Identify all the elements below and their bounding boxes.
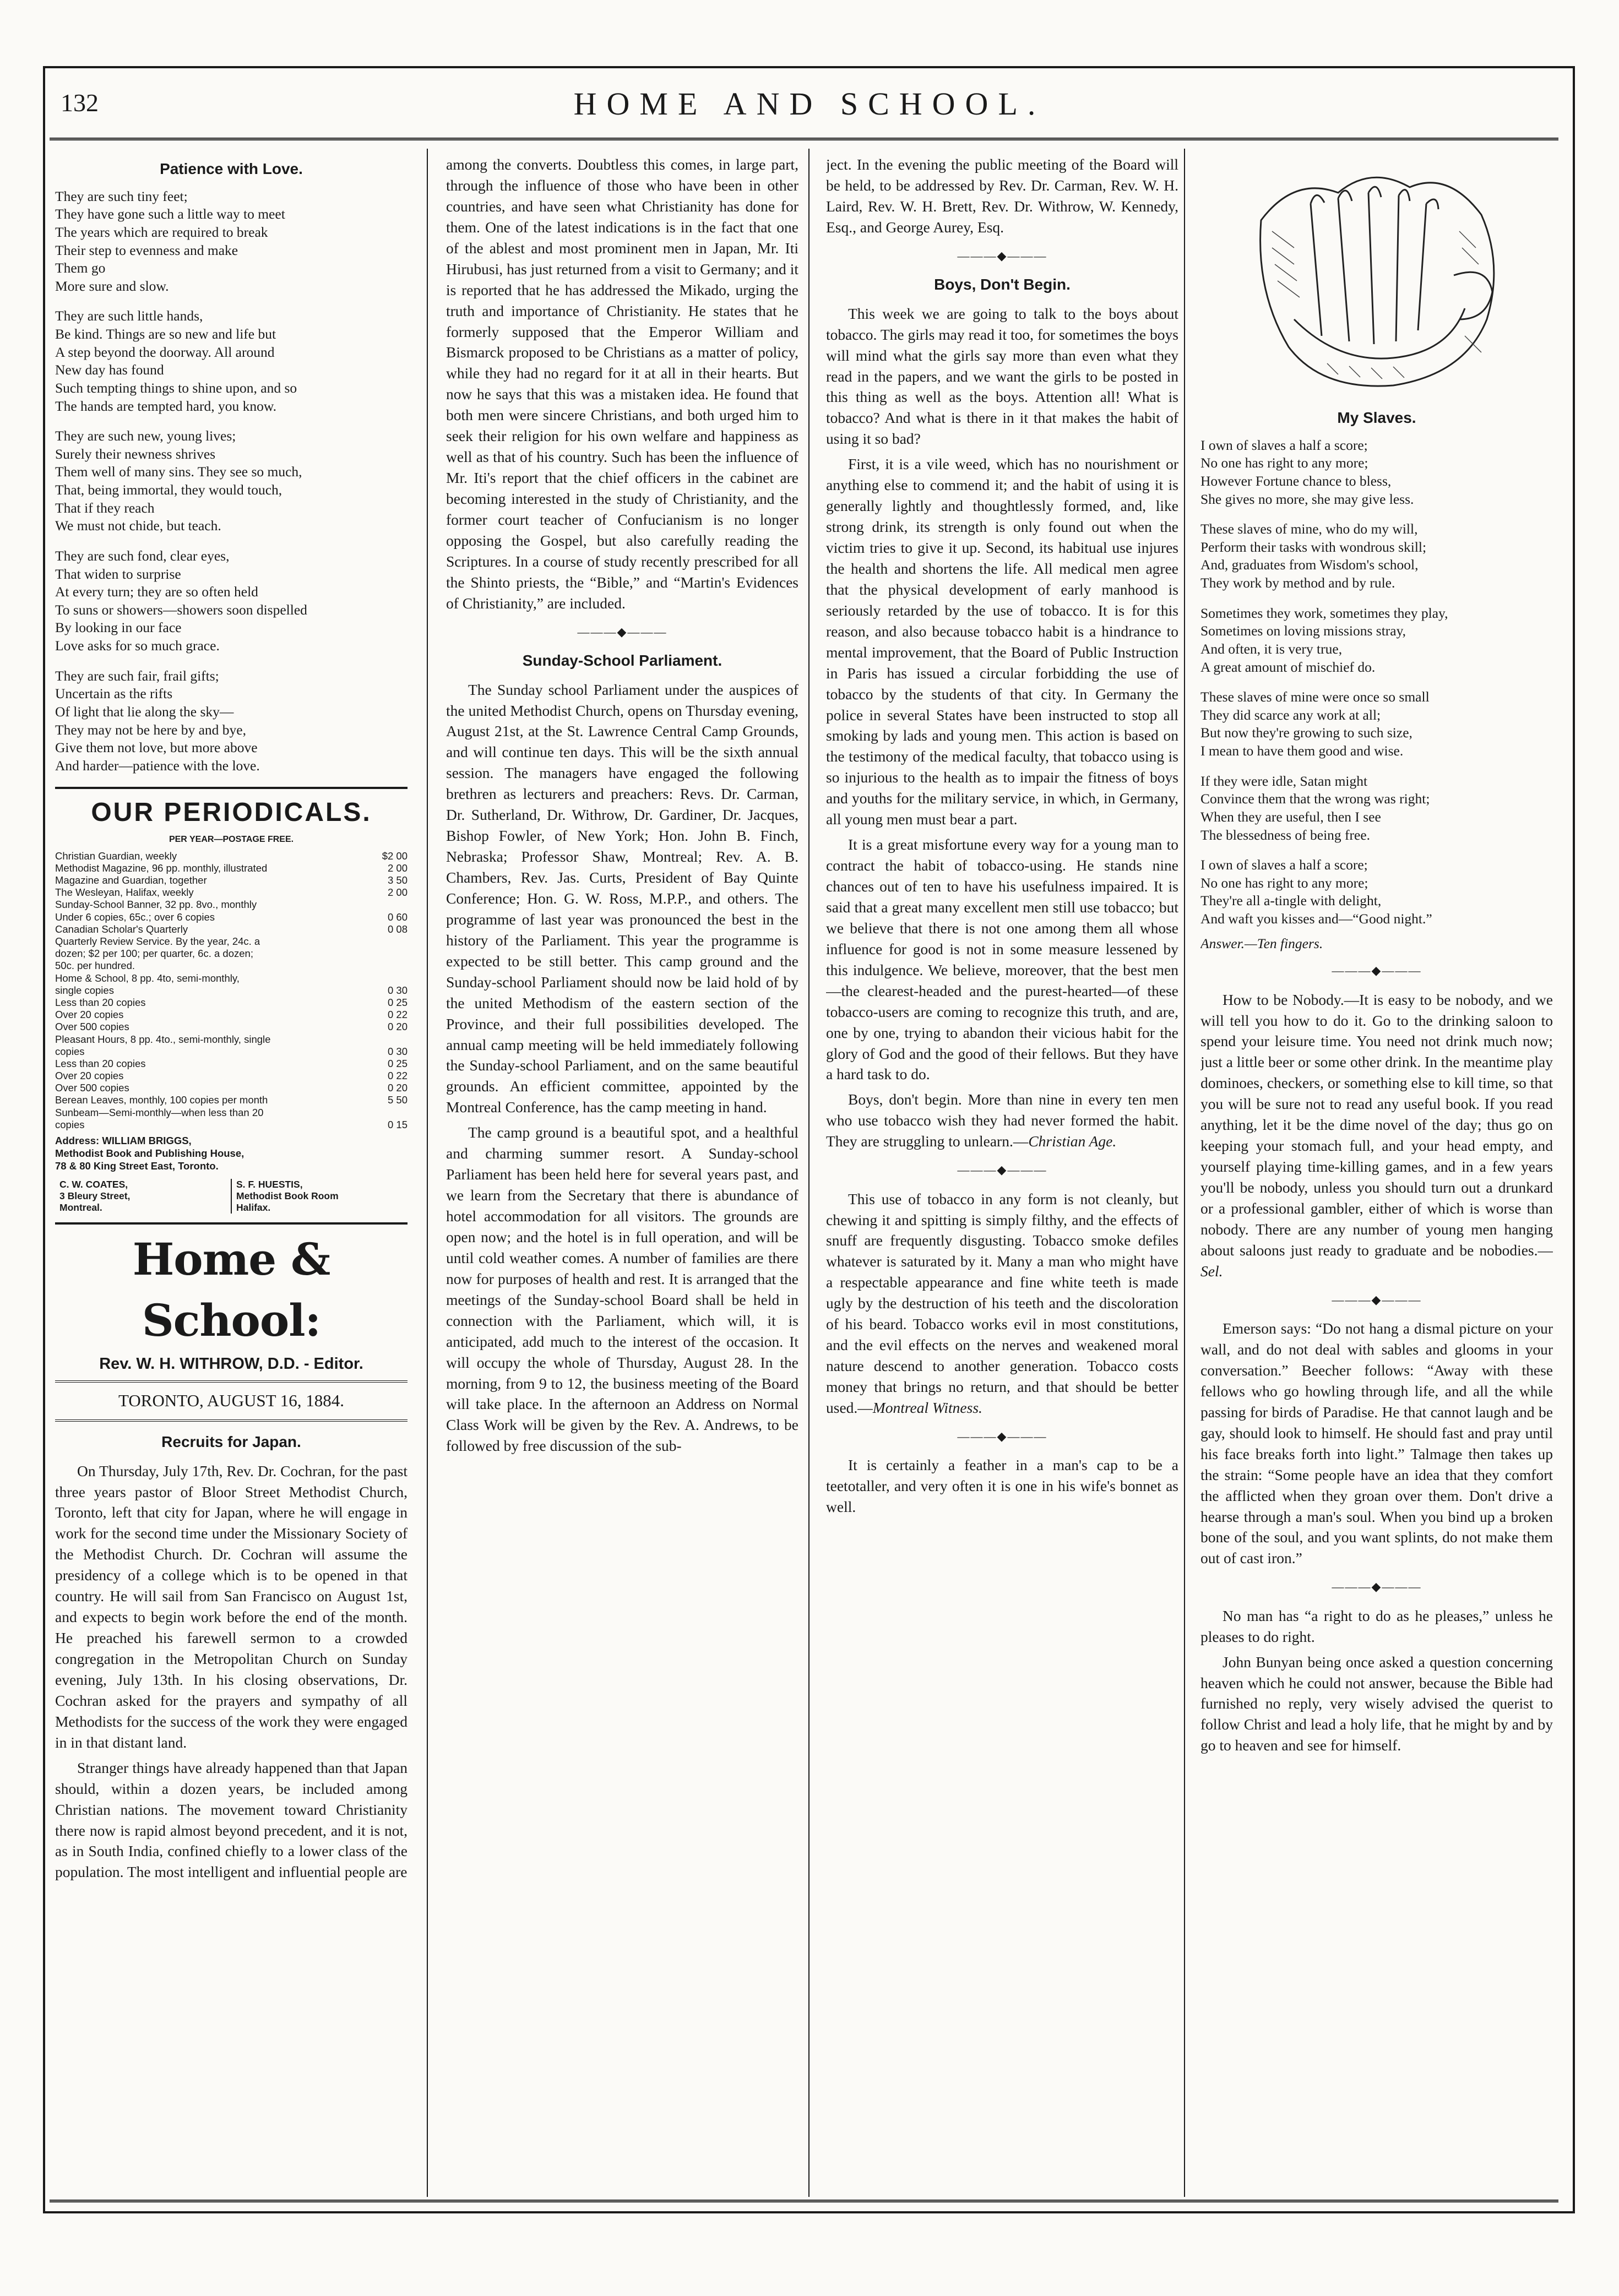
poem-stanza [1200, 520, 1553, 592]
periodical-row [55, 984, 408, 997]
attribution: Sel. [1200, 1262, 1223, 1280]
periodical-price: 0 30 [387, 1045, 408, 1057]
poem-line: They are such fond, clear eyes, [55, 547, 230, 564]
periodical-name: Magazine and Guardian, together [55, 874, 207, 886]
article-paragraph [1200, 989, 1553, 1282]
poem-line: They are such fair, frail gifts; [55, 667, 219, 684]
dateline: TORONTO, AUGUST 16, 1884. [55, 1380, 408, 1422]
periodical-price: 0 30 [387, 984, 408, 996]
article-paragraph: The Sunday school Parliament under the auspices of the united Methodist Church, opens on Thursday evening, August 21st, at the St. Lawrence Central Camp Grounds, and will continue ten days. This will be the sixth annual session. The managers have engaged the following brethren as lecturers and preachers: Revs. Dr. Carman, Dr. Sutherland, Dr. Withrow, Dr. Gardiner, Dr. Jacques, Bishop Fowler, of New York; Hon. John B. Finch, Nebraska; Professor Shaw, Montreal; Rev. A. B. Chambers, Rev. Jas. Curts, President of Bay Quinte Conference; Hon. G. W. Ross, M.P.P., and others. The programme of last year was pronounced the best in the history of the Parliament. This year the programme is expected to be still better. This camp ground and the Sunday-school Parliament should now be laid hold of by the united Methodism of the eastern section of the Province, and their full possibilities developed. The annual camp meeting will be held immediately following the Sunday-school Parliament, and on the same beautiful grounds. An efficient committee, appointed by the Montreal Conference, has the camp meeting in hand. [446, 681, 798, 1116]
paragraph-text: Boys, don't begin. More than nine in every ten men who use tobacco wish they had never formed the habit. They are struggling to unlearn.— [826, 1091, 1178, 1150]
periodical-row [55, 997, 408, 1009]
poem-line: She gives no more, she may give less. [1200, 491, 1414, 507]
column-rule [1184, 149, 1185, 2197]
attribution: Montreal Witness. [872, 1399, 982, 1416]
periodical-price: 0 08 [387, 923, 408, 935]
hand-illustration-icon [1228, 154, 1525, 402]
periodical-name: Sunbeam—Semi-monthly—when less than 20 [55, 1106, 264, 1118]
poem-line: A step beyond the doorway. All around [55, 344, 275, 360]
periodical-row [55, 1094, 408, 1106]
article-paragraph: This week we are going to talk to the boys about tobacco. The girls may read it too, for sometimes the boys will mind what the girls say more than even what they read in the papers, and we want the girls to be posted in this thing as well as the boys. Attention all! What is tobacco? And what is there in it that makes the habit of using it so bad? [826, 304, 1178, 448]
poem-stanza [1200, 772, 1553, 845]
poem-line: Of light that lie along the sky— [55, 703, 234, 720]
periodical-price [404, 1107, 408, 1119]
section-divider: ———◆——— [957, 1429, 1047, 1443]
periodical-name: The Wesleyan, Halifax, weekly [55, 886, 194, 899]
page-header [55, 83, 1564, 132]
poem-line: If they were idle, Satan might [1200, 772, 1368, 789]
periodical-row [55, 948, 408, 960]
periodical-price: 0 20 [387, 1082, 408, 1094]
column-4 [1200, 154, 1553, 2164]
periodical-row [55, 972, 408, 984]
agent-halifax [231, 1179, 408, 1214]
poem-line: They are such little hands, [55, 308, 203, 324]
poem-line: And waft you kisses and—“Good night.” [1200, 911, 1432, 927]
poem-line: These slaves of mine were once so small [1200, 689, 1430, 705]
poem-line: Uncertain as the rifts [55, 685, 173, 702]
periodical-name: single copies [55, 984, 114, 996]
periodical-price [404, 899, 408, 911]
article-paragraph: It is certainly a feather in a man's cap to be a teetotaller, and very often it is one in his wife's bonnet as well. [826, 1456, 1178, 1516]
article-paragraph [826, 1089, 1178, 1152]
periodical-price [404, 972, 408, 984]
periodical-price: 5 50 [387, 1094, 408, 1106]
periodical-row [55, 1082, 408, 1094]
poem-line: We must not chide, but teach. [55, 518, 221, 534]
poem-line: They may not be here by and bye, [55, 721, 246, 738]
poem-line: Them well of many sins. They see so much, [55, 464, 302, 480]
poem-line: Give them not love, but more above [55, 739, 258, 756]
article-paragraph [826, 1189, 1178, 1418]
poem-line: They are such new, young lives; [55, 428, 236, 444]
poem-line: Convince them that the wrong was right; [1200, 791, 1430, 807]
footer-rule [50, 2200, 1558, 2202]
periodical-price: 2 00 [387, 886, 408, 899]
periodical-name: Quarterly Review Service. By the year, 24c. a [55, 935, 260, 947]
attribution: Christian Age. [1028, 1133, 1117, 1150]
article-paragraph: No man has “a right to do as he pleases,” unless he pleases to do right. [1200, 1607, 1553, 1645]
publisher-address [55, 1134, 408, 1172]
poem-line: These slaves of mine, who do my will, [1200, 521, 1418, 537]
agent-line: C. W. COATES, [59, 1179, 128, 1190]
periodical-name: Less than 20 copies [55, 996, 146, 1008]
periodical-row [55, 935, 408, 948]
poem-line: They're all a-tingle with delight, [1200, 893, 1382, 909]
poem-line: A great amount of mischief do. [1200, 659, 1376, 675]
poem-line: The years which are required to break [55, 224, 268, 240]
agent-line: Montreal. [59, 1202, 102, 1214]
periodical-name: copies [55, 1045, 85, 1057]
column-3 [826, 154, 1178, 2164]
periodical-row [55, 1009, 408, 1021]
periodical-name: Less than 20 copies [55, 1057, 146, 1069]
article-paragraph: It is a great misfortune every way for a young man to contract the habit of tobacco-using. He stands nine chances out of ten to have his usefulness impaired. It is said that a great many excellent men still use tobacco; but we believe that there is not one among them all whose influence for good is not in some measure lessened by this indulgence. We believe, moreover, that the best men—the clearest-headed and the purest-hearted—of these tobacco-users are coming to recognize this truth, and are, one by one, trying to abandon their vicious habit for the glory of God and the good of their fellows. But they have a hard task to do. [826, 836, 1178, 1083]
periodical-name: Over 20 copies [55, 1070, 124, 1082]
poem-title: Patience with Love. [160, 160, 303, 177]
poem-patience-with-love [55, 188, 408, 775]
periodicals-subheading: PER YEAR—POSTAGE FREE. [169, 834, 294, 844]
poem-my-slaves [1200, 437, 1553, 928]
poem-line: And harder—patience with the love. [55, 757, 260, 774]
periodical-name: Home & School, 8 pp. 4to, semi-monthly, [55, 972, 240, 984]
poem-line: Sometimes they work, sometimes they play, [1200, 605, 1448, 621]
poem-line: Such tempting things to shine upon, and so [55, 379, 297, 396]
periodical-price: 3 50 [387, 874, 408, 886]
section-title: Sunday-School Parliament. [522, 651, 722, 669]
periodical-name: copies [55, 1118, 85, 1130]
periodical-name: 50c. per hundred. [55, 960, 135, 972]
periodical-name: Methodist Magazine, 96 pp. monthly, illustrated [55, 862, 268, 874]
poem-line: I mean to have them good and wise. [1200, 743, 1404, 759]
poem-stanza [1200, 688, 1553, 760]
periodical-row [55, 1021, 408, 1033]
agent-line: Methodist Book Room [236, 1190, 339, 1202]
section-divider: ———◆——— [957, 248, 1047, 263]
running-title: HOME AND SCHOOL. [573, 86, 1046, 122]
periodical-price: 0 22 [387, 1009, 408, 1021]
column-rule [427, 149, 428, 2197]
article-paragraph: John Bunyan being once asked a question concerning heaven which he could not answer, because the Bible had furnished no reply, very wisely advised the querist to follow Christ and lead a holy life, that he might by and by go to heaven and see for himself. [1200, 1653, 1553, 1754]
article-continuation: ject. In the evening the public meeting of the Board will be held, to be addressed by Rev. Dr. Carman, Rev. W. H. Laird, Rev. W. H. Brett, Rev. Dr. Withrow, W. Kennedy, Esq., and George Aurey, Esq. [826, 156, 1178, 236]
periodical-row [55, 1107, 408, 1119]
column-2 [446, 154, 798, 2164]
periodical-price: 0 25 [387, 996, 408, 1008]
poem-line: More sure and slow. [55, 278, 169, 294]
poem-stanza [55, 547, 408, 655]
section-divider: ———◆——— [1332, 1580, 1422, 1594]
periodical-name: dozen; $2 per 100; per quarter, 6c. a dozen; [55, 948, 253, 960]
periodical-name: Under 6 copies, 65c.; over 6 copies [55, 911, 215, 923]
periodical-row [55, 899, 408, 911]
poem-line: They are such tiny feet; [55, 188, 188, 204]
paragraph-text: How to be Nobody.—It is easy to be nobody, and we will tell you how to do it. Go to the drinking saloon to spend your leisure time. You need not drink much now; just a little beer or some other drink. In the meantime play dominoes, checkers, or something else to kill time, so that you will be sure not to read any useful book. If you read anything, let it be the dime novel of the day; thus go on keeping your stomach full, and your head empty, and yourself playing time-killing games, and in a few years you'll be nobody, unless you should turn out a drunkard or a professional gambler, either of which is worse than nobody. There are any number of young men hanging about saloons just ready to graduate and be nobodies.— [1200, 991, 1553, 1259]
periodical-price: 2 00 [387, 862, 408, 874]
poem-line: When they are useful, then I see [1200, 808, 1381, 825]
poem-line: Their step to evenness and make [55, 242, 238, 258]
poem-stanza [55, 307, 408, 415]
periodical-price: 0 60 [387, 911, 408, 923]
poem-line: And, graduates from Wisdom's school, [1200, 557, 1419, 573]
poem-line: New day has found [55, 362, 164, 378]
poem-line: Love asks for so much grace. [55, 638, 220, 654]
periodical-row [55, 874, 408, 886]
periodical-row [55, 862, 408, 874]
article-title: Recruits for Japan. [161, 1433, 301, 1450]
agent-montreal [55, 1179, 231, 1214]
page-number: 132 [61, 89, 99, 117]
periodical-price: 0 25 [387, 1057, 408, 1069]
poem-line: And often, it is very true, [1200, 640, 1343, 657]
periodical-row [55, 911, 408, 923]
article-paragraph: The camp ground is a beautiful spot, and a healthful and charming summer resort. A Sunday-school Parliament has been held here for several years past, and we learn from the Secretary that there is abundance of hotel accommodation for all visitors. The grounds are open now; and the hotel is in full operation, and will be until cold weather comes. A number of families are there now for purposes of health and rest. It is arranged that the meetings of the Sunday-school Board shall be held in connection with the Parliament, which will, it is anticipated, add much to the interest of the occasion. It will occupy the whole of Thursday, August 28. In the morning, from 9 to 12, the business meeting of the Board will take place. In the afternoon an Address on Normal Class Work will be given by the Rev. A. Andrews, to be followed by free discussion of the sub- [446, 1124, 798, 1455]
periodical-row [55, 1033, 408, 1046]
periodical-price: 0 22 [387, 1070, 408, 1082]
periodical-row [55, 886, 408, 899]
periodical-name: Over 500 copies [55, 1021, 129, 1033]
periodical-row [55, 1058, 408, 1070]
periodical-price [404, 1033, 408, 1046]
poem-line: No one has right to any more; [1200, 874, 1368, 891]
poem-line: Them go [55, 260, 106, 276]
periodical-row [55, 850, 408, 862]
address-line: Methodist Book and Publishing House, [55, 1147, 245, 1160]
periodical-name: Over 500 copies [55, 1082, 129, 1094]
periodical-row [55, 1119, 408, 1131]
periodical-name: Over 20 copies [55, 1009, 124, 1021]
poem-stanza [55, 667, 408, 775]
poem-line: They did scarce any work at all; [1200, 706, 1381, 723]
section-divider: ———◆——— [957, 1163, 1047, 1177]
periodical-row [55, 1070, 408, 1082]
article-paragraph: First, it is a vile weed, which has no nourishment or anything else to commend it; and the habit of using it is generally lightly and thoughtlessly formed, and, like strong drink, its strength is only found out when the victim tries to give it up. Second, its habitual use injures the health and shortens the life. All medical men agree that the physical development of early manhood is seriously retarded by the use of tobacco. It is for this reason, and also because tobacco habit is a hindrance to mental improvement, that the Board of Public Instruction in Paris has issued a circular forbidding the use of tobacco by the students of that city. In Germany the police in several States have been instructed to stop all smoking by lads and young men. This action is based on the testimony of the medical faculty, that tobacco using is so injurious to the health as to impair the fitness of boys and youths for the military service, in which, in Germany, all young men must bear a part. [826, 455, 1178, 828]
periodicals-heading: OUR PERIODICALS. [55, 787, 408, 831]
periodical-price [404, 935, 408, 948]
agent-line: S. F. HUESTIS, [236, 1179, 303, 1190]
poem-answer: Answer.—Ten fingers. [1200, 935, 1323, 951]
periodical-price: $2 00 [382, 850, 408, 862]
periodical-name: Berean Leaves, monthly, 100 copies per month [55, 1094, 268, 1106]
poem-stanza [1200, 437, 1553, 509]
poem-line: The hands are tempted hard, you know. [55, 398, 276, 414]
periodical-row [55, 923, 408, 935]
poem-line: Sometimes on loving missions stray, [1200, 623, 1406, 639]
periodical-name: Canadian Scholar's Quarterly [55, 923, 188, 935]
poem-line: That widen to surprise [55, 565, 181, 582]
periodical-price: 0 20 [387, 1021, 408, 1033]
address-line: Address: WILLIAM BRIGGS, [55, 1135, 192, 1146]
poem-line: That if they reach [55, 499, 155, 516]
poem-line: By looking in our face [55, 619, 182, 636]
address-line: 78 & 80 King Street East, Toronto. [55, 1160, 219, 1172]
periodical-name: Pleasant Hours, 8 pp. 4to., semi-monthly, single [55, 1033, 271, 1045]
editor-line: Rev. W. H. WITHROW, D.D. - Editor. [99, 1355, 363, 1373]
poem-stanza [1200, 856, 1553, 928]
poem-line: The blessedness of being free. [1200, 826, 1371, 843]
column-rule [808, 149, 810, 2197]
poem-line: Perform their tasks with wondrous skill; [1200, 538, 1427, 555]
article-paragraph: Emerson says: “Do not hang a dismal picture on your wall, and do not deal with sables and glooms in your conversation.” Beecher follows: “Away with these fellows who go howling through life, and all the while passing for birds of Paradise. He that cannot laugh and be gay, should look to himself. He should fast and pray until his face breaks forth into light.” Talmage then takes up the strain: “Some people have an idea that they comfort the afflicted when they groan over them. Don't drive a hearse through a man's soul. When you bind up a broken bone of the soul, and you want splints, do not make them out of cast iron.” [1200, 1320, 1553, 1567]
poem-line: To suns or showers—showers soon dispelled [55, 601, 307, 618]
poem-line: I own of slaves a half a score; [1200, 857, 1368, 873]
poem-line: They work by method and by rule. [1200, 575, 1395, 591]
poem-stanza [55, 188, 408, 296]
periodical-name: Sunday-School Banner, 32 pp. 8vo., monthly [55, 899, 257, 911]
agents [55, 1179, 408, 1214]
column-1 [55, 154, 408, 2164]
poem-line: I own of slaves a half a score; [1200, 437, 1368, 453]
agent-line: Halifax. [236, 1202, 271, 1214]
poem-line: At every turn; they are so often held [55, 584, 258, 600]
poem-stanza [1200, 605, 1553, 677]
periodical-price [404, 960, 408, 972]
periodical-row [55, 960, 408, 972]
poem-line: That, being immortal, they would touch, [55, 482, 282, 498]
article-paragraph: Stranger things have already happened than that Japan should, within a dozen years, be included among Christian nations. The movement toward Christianity there now is rapid almost beyond precedent, and it is not, as in South India, confined chiefly to a lower class of the population. The most intelligent and influential people are [55, 1759, 408, 1881]
poem-line: Be kind. Things are so new and life but [55, 326, 276, 342]
poem-line: However Fortune chance to bless, [1200, 472, 1392, 489]
header-rule [50, 138, 1558, 140]
poem-line: No one has right to any more; [1200, 455, 1368, 471]
section-title: Boys, Don't Begin. [934, 276, 1071, 293]
poem-line: They have gone such a little way to meet [55, 206, 285, 222]
poem-title: My Slaves. [1337, 409, 1416, 426]
agent-line: 3 Bleury Street, [59, 1190, 131, 1202]
article-paragraph: On Thursday, July 17th, Rev. Dr. Cochran, for the past three years pastor of Bloor Street Methodist Church, Toronto, left that city for Japan, where he will engage in work for the second time under the Missionary Society of the Methodist Church. Dr. Cochran will assume the presidency of a college which is to be opened in that country. He will sail from San Francisco on August 1st, and expects to begin work before the end of the month. He preached his farewell sermon to a crowded congregation in the Metropolitan Church on Sunday evening, July 13th. In his closing observations, Dr. Cochran asked for the prayers and sympathy of all Methodists for the success of the work they were engaged in in that distant land. [55, 1462, 408, 1751]
masthead: Home & School: [55, 1222, 408, 1351]
periodicals-price-list [55, 850, 408, 1131]
poem-line: Surely their newness shrives [55, 445, 216, 462]
poem-line: But now they're growing to such size, [1200, 725, 1412, 741]
section-divider: ———◆——— [1332, 964, 1422, 978]
periodical-name: Christian Guardian, weekly [55, 850, 177, 862]
section-divider: ———◆——— [1332, 1292, 1422, 1307]
article-continuation: among the converts. Doubtless this comes, in large part, through the influence of those who have been in other countries, and have seen what Christianity has done for them. One of the latest indications is in the fact that one of the ablest and most prominent men in Japan, Mr. Iti Hirubusi, has just returned from a visit to Germany; and it is reported that he has addressed the Mikado, urging the truth and importance of Christianity. He states that he formerly supposed that the Emperor William and Bismarck proposed to be Christians as a matter of policy, while they had no regard for it at all in their hearts. But now he says that this was a mistaken idea. He found that both men were sincere Christians, and both urged him to seek their religion for his own welfare and happiness as well as that of his country. Such has been the influence of Mr. Iti's report that the chief officers in the cabinet are becoming interested in the study of Christianity, and the former court teacher of Confucianism is no longer opposing the Gospel, but also carefully reading the Scriptures. In a course of study recently prescribed for all the Shinto priests, the “Bible,” and “Martin's Evidences of Christianity,” are included. [446, 156, 798, 612]
paragraph-text: This use of tobacco in any form is not cleanly, but chewing it and spitting is simply filthy, and the effects of snuff are frequently disgusting. Tobacco smoke defiles whatever is saturated by it. Many a man who might have a respectable appearance and fine white teeth is made ugly by the destruction of his teeth and the discoloration of his beard. Tobacco works evil in most constitutions, and the evil effects on the nerves and weakened moral nature descend to another generation. Tobacco costs money that brings no return, and that should be better used.— [826, 1190, 1178, 1416]
periodical-row [55, 1046, 408, 1058]
section-divider: ———◆——— [577, 624, 667, 639]
poem-stanza [55, 427, 408, 535]
periodical-price: 0 15 [387, 1118, 408, 1130]
periodical-price [404, 948, 408, 960]
